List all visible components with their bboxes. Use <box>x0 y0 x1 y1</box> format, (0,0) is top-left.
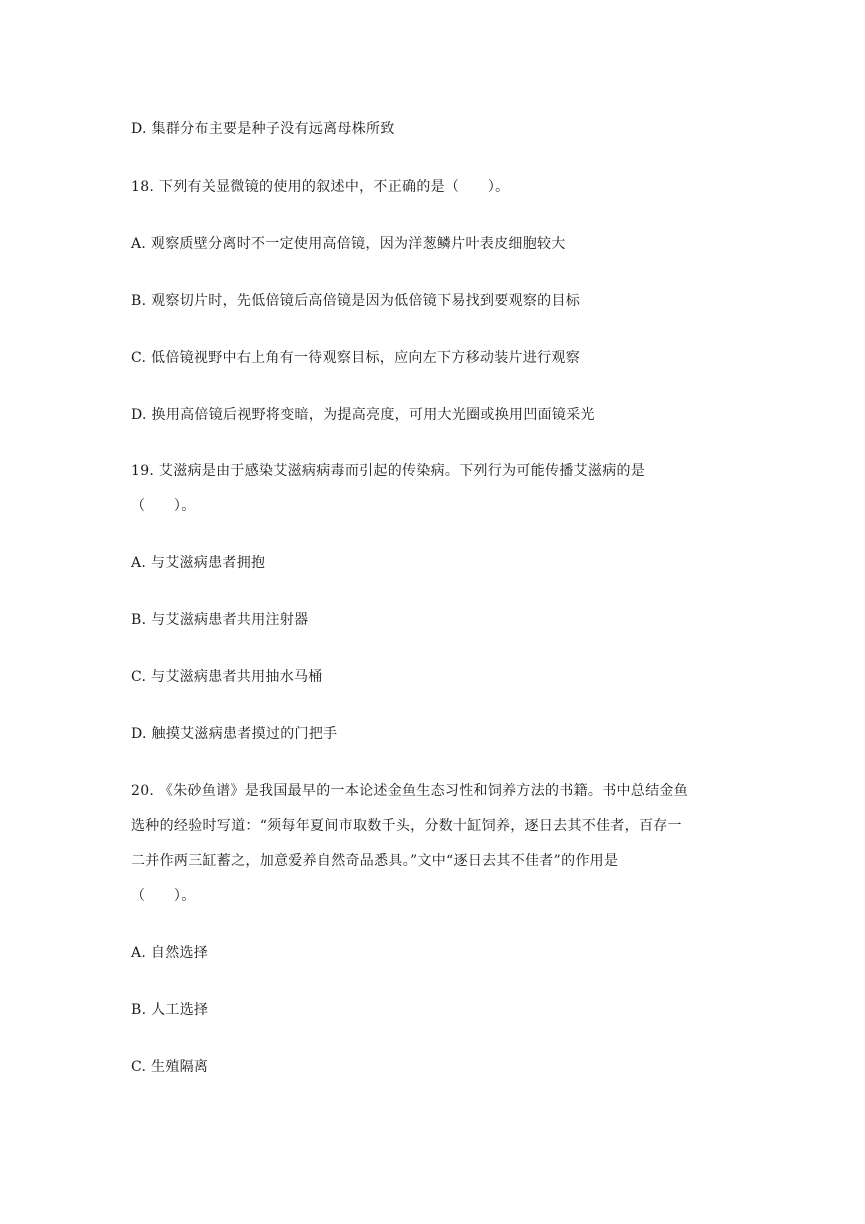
q20-stem-line3: 二并作两三缸蓄之，加意爱养自然奇品悉具。”文中“逐日去其不佳者”的作用是 <box>131 853 619 869</box>
q19-option-c: C. 与艾滋病患者共用抽水马桶 <box>131 669 323 685</box>
q19-option-a: A. 与艾滋病患者拥抱 <box>131 555 266 571</box>
q20-stem-line4: （ ）。 <box>131 888 196 904</box>
q19-option-d: D. 触摸艾滋病患者摸过的门把手 <box>131 726 338 742</box>
q18-option-b: B. 观察切片时，先低倍镜后高倍镜是因为低倍镜下易找到要观察的目标 <box>131 293 581 309</box>
q17-option-d: D. 集群分布主要是种子没有远离母株所致 <box>131 121 395 137</box>
q19-stem-line1: 19. 艾滋病是由于感染艾滋病病毒而引起的传染病。下列行为可能传播艾滋病的是 <box>131 463 646 479</box>
q18-option-d: D. 换用高倍镜后视野将变暗，为提高亮度，可用大光圈或换用凹面镜采光 <box>131 407 595 423</box>
q20-option-b: B. 人工选择 <box>131 1002 209 1018</box>
q18-option-c: C. 低倍镜视野中右上角有一待观察目标，应向左下方移动装片进行观察 <box>131 350 581 366</box>
q18-option-a: A. 观察质壁分离时不一定使用高倍镜，因为洋葱鳞片叶表皮细胞较大 <box>131 236 566 252</box>
q20-stem-line2: 选种的经验时写道：“须每年夏间市取数千头，分数十缸饲养，逐日去其不佳者，百存一 <box>131 818 682 834</box>
q19-stem-line2: （ ）。 <box>131 498 196 514</box>
q20-stem-line1: 20. 《朱砂鱼谱》是我国最早的一本论述金鱼生态习性和饲养方法的书籍。书中总结金鱼 <box>131 783 689 799</box>
q19-option-b: B. 与艾滋病患者共用注射器 <box>131 612 309 628</box>
q20-option-c: C. 生殖隔离 <box>131 1059 209 1075</box>
q20-option-a: A. 自然选择 <box>131 945 209 961</box>
q18-stem: 18. 下列有关显微镜的使用的叙述中，不正确的是（ ）。 <box>131 179 510 195</box>
